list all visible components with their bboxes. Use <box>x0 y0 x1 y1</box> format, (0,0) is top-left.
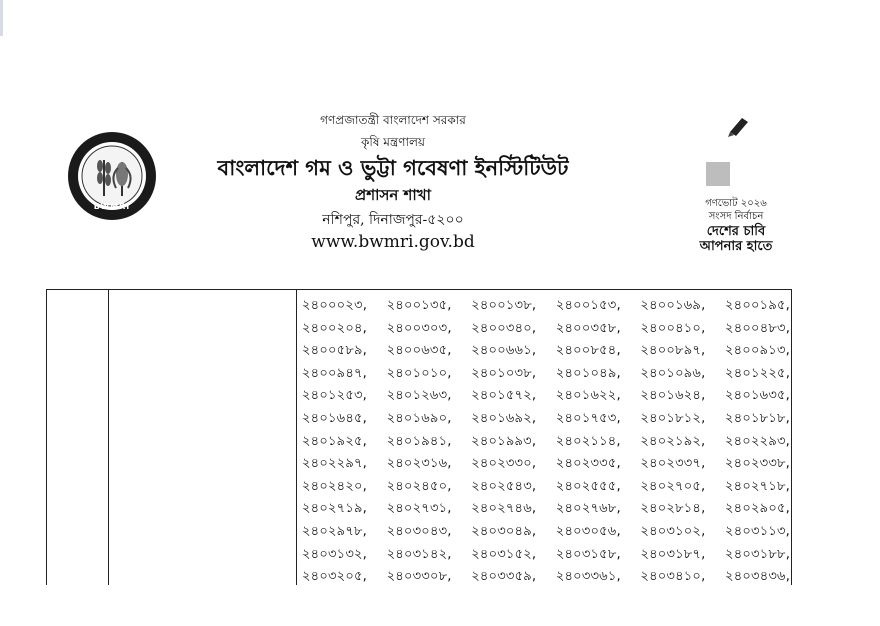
roll-number-cell: ২৪০৩৩০৮, <box>386 569 452 585</box>
table-col-rule <box>46 289 47 585</box>
roll-number-cell: ২৪০১৮১৮, <box>725 410 790 426</box>
roll-number-cell: ২৪০২৪২০, <box>302 478 367 494</box>
roll-number-cell: ২৪০১৭৫৩, <box>555 410 621 426</box>
roll-number-cell: ২৪০২৩১৬, <box>386 456 452 472</box>
roll-number-cell: ২৪০২৭০৫, <box>640 478 706 494</box>
roll-number-cell: ২৪০২৩৩০, <box>471 456 537 472</box>
roll-number-cell: ২৪০০১৩৫, <box>386 298 452 313</box>
roll-number-cell: ২৪০১৬৪৫, <box>302 410 367 426</box>
roll-number-cell: ২৪০৩০৪৯, <box>471 523 537 539</box>
roll-number-cell: ২৪০১০১০, <box>386 365 452 381</box>
address-text: নশিপুর, দিনাজপুর-৫২০০ <box>322 212 464 228</box>
table-col-rule <box>791 289 792 585</box>
roll-number-cell: ২৪০০২০৪, <box>302 320 367 336</box>
roll-number-cell: ২৪০১৬২৪, <box>640 388 706 404</box>
election-line-4: আপনার হাতে <box>699 239 773 254</box>
roll-number-cell: ২৪০২৪৫০, <box>386 478 452 494</box>
roll-number-cell: ২৪০০৮৫৪, <box>555 343 621 359</box>
roll-number-cell: ২৪০৩০৫৬, <box>555 523 621 539</box>
roll-number-cell: ২৪০২৭১৮, <box>724 478 790 494</box>
roll-number-cell: ২৪০২৩৩৮, <box>725 456 790 472</box>
roll-number-cell: ২৪০২৭১৯, <box>302 501 367 517</box>
table-row <box>302 476 790 499</box>
logo-text: BWMRI <box>93 202 131 211</box>
election-line-1: গণভোট ২০২৬ <box>705 198 767 209</box>
table-row <box>302 453 790 476</box>
roll-number-cell: ২৪০২৭৩১, <box>386 501 452 517</box>
roll-number-cell: ২৪০২৯৭৮, <box>302 523 367 539</box>
roll-number-cell: ২৪০২১৯২, <box>640 433 706 449</box>
roll-number-cell: ২৪০২৩৩৫, <box>555 456 621 472</box>
roll-number-cell: ২৪০০৯৪৭, <box>302 365 367 381</box>
roll-number-cell: ২৪০৩১১৩, <box>725 523 790 539</box>
website-link[interactable]: www.bwmri.gov.bd <box>311 232 475 252</box>
roll-number-cell: ২৪০০১৩৮, <box>471 298 537 313</box>
branch-title: প্রশাসন শাখা <box>355 186 431 204</box>
roll-number-cell: ২৪০০৩৫৮, <box>555 320 621 336</box>
roll-number-cell: ২৪০০০২৩, <box>302 298 367 313</box>
roll-number-cell: ২৪০৩১৫২, <box>471 546 537 562</box>
table-row <box>302 544 790 567</box>
roll-number-cell: ২৪০৩২০৫, <box>302 569 367 585</box>
roll-number-cell: ২৪০০৪১০, <box>640 320 706 336</box>
roll-number-cell: ২৪০৩৩৬১, <box>555 569 621 585</box>
roll-number-cell: ২৪০০৯১৩, <box>724 343 790 359</box>
roll-number-cell: ২৪০১৬২২, <box>555 388 621 404</box>
roll-number-cell: ২৪০১০৪৯, <box>555 365 621 381</box>
roll-number-cell: ২৪০০৬৬১, <box>471 343 537 359</box>
roll-number-cell: ২৪০৩১৫৮, <box>555 546 621 562</box>
table-row <box>302 318 790 341</box>
table-row <box>302 521 790 544</box>
roll-number-cell: ২৪০২১১৪, <box>555 433 621 449</box>
roll-number-cell: ২৪০০৮৯৭, <box>640 343 706 359</box>
table-top-rule <box>46 289 792 290</box>
institute-title: বাংলাদেশ গম ও ভুট্টা গবেষণা ইনস্টিটিউট <box>217 155 569 180</box>
roll-number-cell: ২৪০৩৪১০, <box>640 569 706 585</box>
roll-number-cell: ২৪০২৮১৪, <box>640 501 706 517</box>
roll-number-cell: ২৪০১৬৩৫, <box>725 388 790 404</box>
roll-number-cell: ২৪০০৫৮৯, <box>302 343 367 359</box>
letterhead <box>0 100 880 260</box>
roll-number-cell: ২৪০০৬৩৫, <box>386 343 452 359</box>
roll-number-cell: ২৪০১৬৯২, <box>471 410 537 426</box>
roll-number-list <box>302 295 790 589</box>
table-col-rule <box>296 289 297 585</box>
roll-number-cell: ২৪০২৭৪৬, <box>471 501 537 517</box>
roll-number-cell: ২৪০২৫৫৫, <box>555 478 621 494</box>
roll-number-cell: ২৪০০১৯৫, <box>725 298 790 313</box>
roll-number-cell: ২৪০৩৪৩৬, <box>725 569 790 585</box>
roll-number-cell: ২৪০২২৯৩, <box>724 433 790 449</box>
table-row <box>302 340 790 363</box>
table-row <box>302 385 790 408</box>
roll-number-cell: ২৪০১০৯৬, <box>640 365 706 381</box>
roll-number-cell: ২৪০০৩৪০, <box>471 320 537 336</box>
roll-number-cell: ২৪০০১৬৯, <box>640 298 706 313</box>
roll-number-cell: ২৪০২৫৪৩, <box>471 478 537 494</box>
table-col-rule <box>108 289 109 585</box>
table-row <box>302 363 790 386</box>
ministry-title: কৃষি মন্ত্রণালয় <box>360 135 425 149</box>
election-badge <box>676 114 796 254</box>
roll-number-cell: ২৪০২৯০৫, <box>725 501 790 517</box>
government-title: গণপ্রজাতন্ত্রী বাংলাদেশ সরকার <box>320 113 466 127</box>
roll-number-cell: ২৪০৩১৪২, <box>386 546 452 562</box>
roll-number-cell: ২৪০২২৯৭, <box>302 456 367 472</box>
roll-number-cell: ২৪০১৫৭২, <box>471 388 537 404</box>
roll-number-cell: ২৪০১০৩৮, <box>471 365 537 381</box>
election-line-2: সংসদ নির্বাচন <box>708 211 764 222</box>
roll-number-cell: ২৪০৩১০২, <box>640 523 706 539</box>
roll-number-cell: ২৪০৩১৮৮, <box>725 546 790 562</box>
ballot-pen-icon <box>726 114 750 138</box>
roll-number-cell: ২৪০৩১৩২, <box>302 546 367 562</box>
table-row <box>302 295 790 318</box>
roll-number-cell: ২৪০১৯৪১, <box>386 433 452 449</box>
roll-number-cell: ২৪০০১৫৩, <box>555 298 621 313</box>
roll-number-cell: ২৪০০৩০৩, <box>386 320 452 336</box>
roll-number-table <box>46 289 792 585</box>
table-row <box>302 498 790 521</box>
roll-number-cell: ২৪০৩১৮৭, <box>640 546 706 562</box>
roll-number-cell: ২৪০১৮১২, <box>640 410 706 426</box>
roll-number-cell: ২৪০১২৬৩, <box>386 388 452 404</box>
roll-number-cell: ২৪০১৯২৫, <box>302 433 367 449</box>
roll-number-cell: ২৪০০৪৮৩, <box>725 320 790 336</box>
table-row <box>302 566 790 589</box>
table-row <box>302 431 790 454</box>
roll-number-cell: ২৪০১৬৯০, <box>386 410 452 426</box>
ballot-box-icon <box>706 162 730 186</box>
roll-number-cell: ২৪০১২২৫, <box>725 365 790 381</box>
roll-number-cell: ২৪০১৯৯৩, <box>471 433 537 449</box>
roll-number-cell: ২৪০৩০৪৩, <box>386 523 452 539</box>
roll-number-cell: ২৪০১২৫৩, <box>302 388 367 404</box>
election-line-3: দেশের চাবি <box>706 224 766 239</box>
roll-number-cell: ২৪০২৩৩৭, <box>640 456 706 472</box>
scan-edge-mark <box>0 0 3 36</box>
roll-number-cell: ২৪০২৭৬৮, <box>555 501 621 517</box>
table-row <box>302 408 790 431</box>
roll-number-cell: ২৪০৩৩৫৯, <box>471 569 537 585</box>
